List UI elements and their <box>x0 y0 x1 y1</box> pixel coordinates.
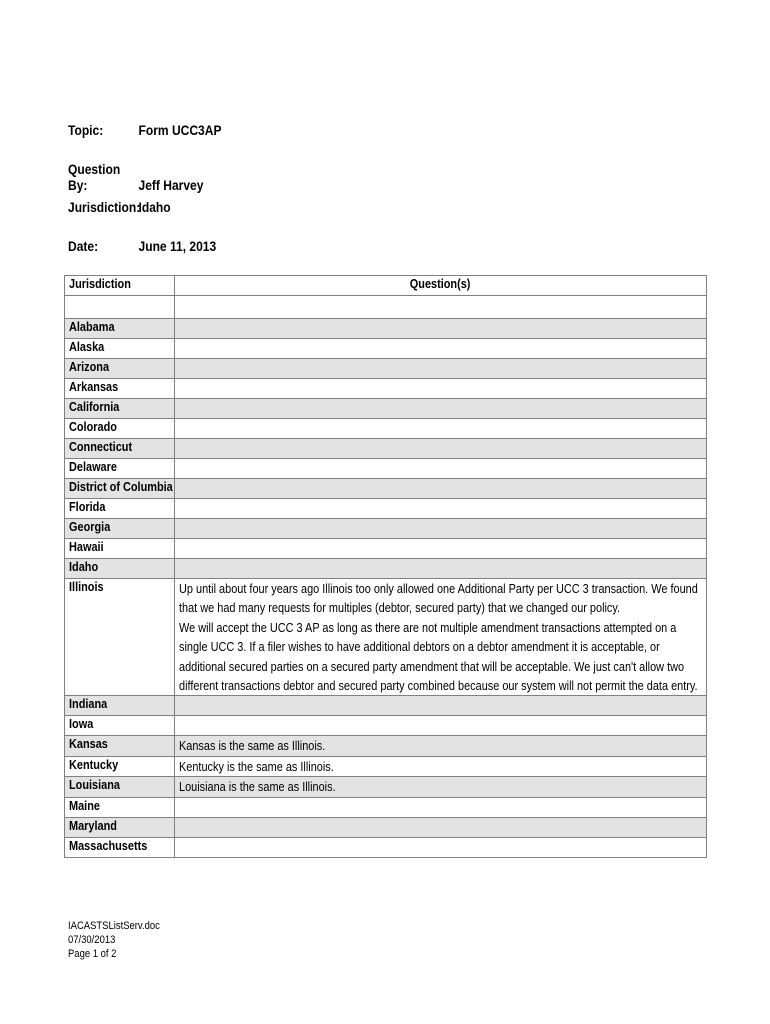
state-name: Idaho <box>69 559 99 574</box>
table-row <box>65 459 707 479</box>
state-name: Illinois <box>69 579 104 594</box>
topic-label: Topic: <box>68 122 104 138</box>
answer-text: Kansas is the same as Illinois. <box>179 738 326 754</box>
answer-cell <box>175 716 707 736</box>
answer-cell <box>175 579 707 696</box>
state-cell <box>65 499 175 519</box>
answer-cell <box>175 736 707 756</box>
state-name: Iowa <box>69 716 94 732</box>
table-row <box>65 797 707 817</box>
jurisdiction-label: Jurisdiction: <box>68 199 141 215</box>
table-row <box>65 319 707 339</box>
answer-cell <box>175 319 707 339</box>
state-cell <box>65 319 175 339</box>
table-row <box>65 519 707 539</box>
table-row <box>65 559 707 579</box>
state-name: Arkansas <box>69 379 119 394</box>
answer-text-continued: We will accept the UCC 3 AP as long as there are not multiple amendment transactions attempted on a single UCC 3. If a filer wishes to have additional debtors on a debtor amendment it is acceptable, or additional secured parties on a secured party amendment that will be acceptable. We just can't allow two different transactions debtor and secured party combined because our system will not permit the data entry. <box>179 619 698 694</box>
state-name: Alaska <box>69 339 105 354</box>
date-value: June 11, 2013 <box>138 238 217 254</box>
state-cell <box>65 519 175 539</box>
state-cell <box>65 339 175 359</box>
spacer-row <box>65 296 707 319</box>
table-row <box>65 837 707 857</box>
state-cell <box>65 559 175 579</box>
table-row <box>65 359 707 379</box>
answer-cell <box>175 479 707 499</box>
table-row <box>65 479 707 499</box>
date-label: Date: <box>68 238 99 254</box>
answer-cell <box>175 339 707 359</box>
answer-cell <box>175 379 707 399</box>
table-row <box>65 716 707 736</box>
table-row <box>65 419 707 439</box>
answer-cell <box>175 419 707 439</box>
table-row <box>65 399 707 419</box>
footer-page: Page 1 of 2 <box>68 948 117 960</box>
answer-cell <box>175 539 707 559</box>
state-cell <box>65 736 175 756</box>
state-cell <box>65 379 175 399</box>
table-row <box>65 777 707 797</box>
state-name: Kansas <box>69 736 108 752</box>
table-row <box>65 817 707 837</box>
table-row <box>65 696 707 716</box>
col-jurisdiction-header: Jurisdiction <box>65 276 175 296</box>
state-cell <box>65 817 175 837</box>
answer-cell <box>175 817 707 837</box>
answer-cell <box>175 399 707 419</box>
answer-cell <box>175 696 707 716</box>
table-row <box>65 756 707 776</box>
footer <box>68 919 160 961</box>
answer-cell <box>175 459 707 479</box>
state-cell <box>65 797 175 817</box>
state-cell <box>65 439 175 459</box>
state-cell <box>65 837 175 857</box>
question-by-line <box>68 161 203 193</box>
answer-cell <box>175 777 707 797</box>
state-name: District of Columbia <box>69 479 173 494</box>
state-name: Massachusetts <box>69 837 148 853</box>
state-name: Kentucky <box>69 756 119 772</box>
footer-date: 07/30/2013 <box>68 934 116 946</box>
table-row <box>65 579 707 696</box>
state-cell <box>65 479 175 499</box>
table-row <box>65 539 707 559</box>
state-cell <box>65 777 175 797</box>
state-cell <box>65 756 175 776</box>
question-by-value: Jeff Harvey <box>138 177 204 193</box>
answer-text: Kentucky is the same as Illinois. <box>179 758 334 774</box>
answer-text: Up until about four years ago Illinois too only allowed one Additional Party per UCC 3 transaction. We found that we had many requests for multiples (debtor, secured party) that we changed our policy. <box>179 581 698 616</box>
question-by-label: Question By: <box>68 161 121 193</box>
state-name: Maryland <box>69 817 117 833</box>
state-cell <box>65 539 175 559</box>
answer-cell <box>175 499 707 519</box>
state-name: Maine <box>69 797 100 813</box>
state-name: Hawaii <box>69 539 104 554</box>
footer-filename: IACASTSListServ.doc <box>68 920 160 932</box>
date-line <box>68 238 216 254</box>
state-name: California <box>69 399 120 414</box>
topic-line <box>68 122 221 138</box>
state-name: Arizona <box>69 359 110 374</box>
state-name: Alabama <box>69 319 115 334</box>
state-name: Colorado <box>69 419 117 434</box>
state-cell <box>65 579 175 696</box>
state-cell <box>65 696 175 716</box>
state-name: Florida <box>69 499 106 514</box>
state-cell <box>65 459 175 479</box>
answer-cell <box>175 439 707 459</box>
state-name: Louisiana <box>69 777 120 793</box>
table-row <box>65 736 707 756</box>
state-name: Connecticut <box>69 439 133 454</box>
table-row <box>65 379 707 399</box>
state-cell <box>65 399 175 419</box>
state-cell <box>65 359 175 379</box>
state-cell <box>65 716 175 736</box>
jurisdiction-value: Idaho <box>138 199 171 215</box>
state-name: Delaware <box>69 459 117 474</box>
answer-cell <box>175 837 707 857</box>
state-cell <box>65 419 175 439</box>
state-name: Georgia <box>69 519 111 534</box>
col-questions-header: Question(s) <box>175 276 707 296</box>
answer-cell <box>175 756 707 776</box>
state-name: Indiana <box>69 696 108 712</box>
jurisdiction-line <box>68 199 171 215</box>
answer-cell <box>175 519 707 539</box>
topic-value: Form UCC3AP <box>138 122 222 138</box>
answer-text: Louisiana is the same as Illinois. <box>179 779 336 795</box>
table-row <box>65 499 707 519</box>
jurisdiction-table <box>64 275 707 858</box>
answer-cell <box>175 559 707 579</box>
answer-cell <box>175 797 707 817</box>
table-row <box>65 339 707 359</box>
answer-cell <box>175 359 707 379</box>
table-row <box>65 439 707 459</box>
